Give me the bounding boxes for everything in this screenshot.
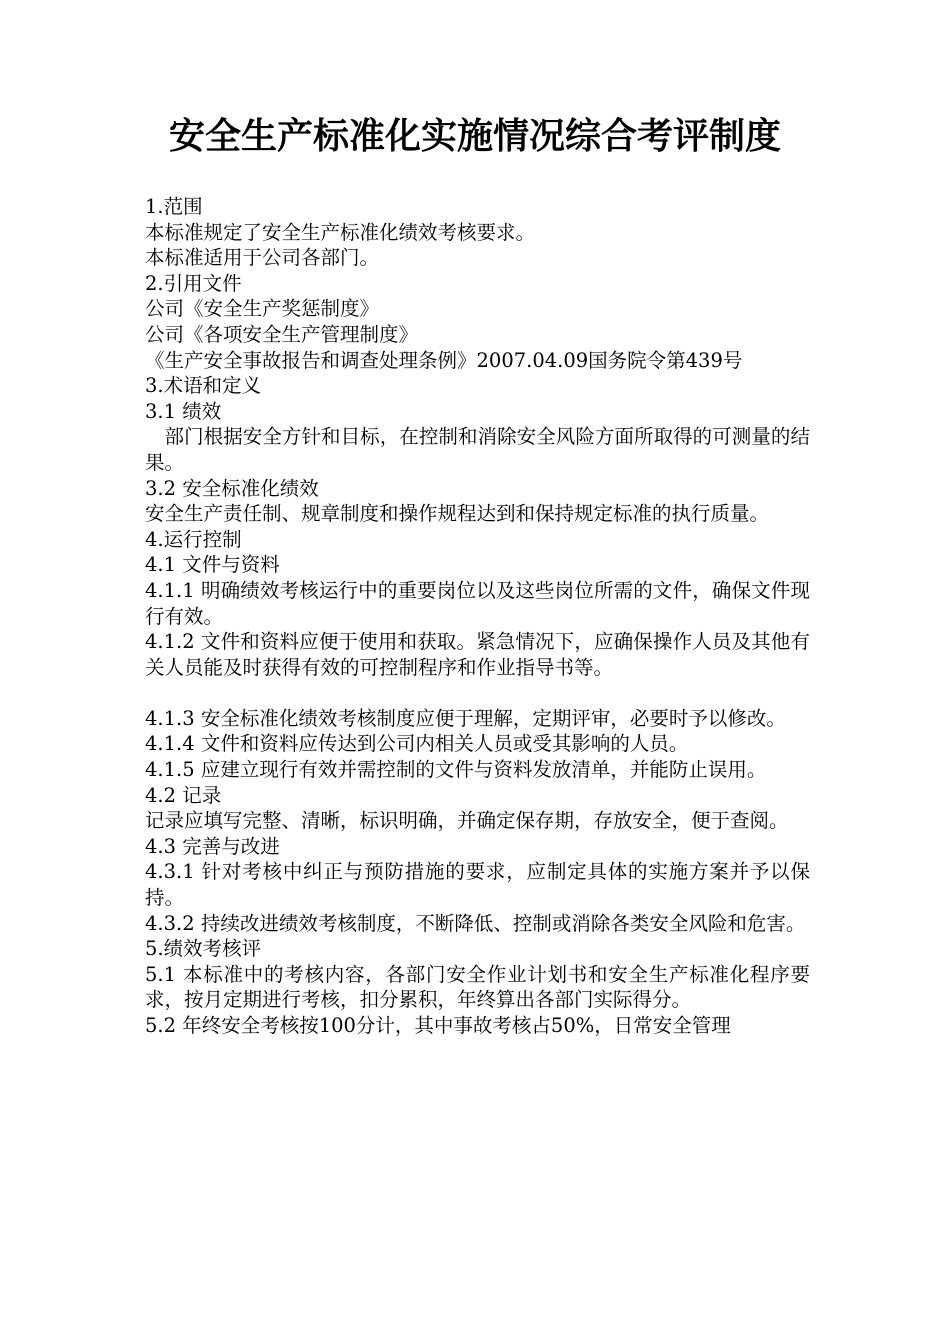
section-heading-operation: 4.运行控制 [145,527,242,551]
paragraph: 记录应填写完整、清晰，标识明确，并确定保存期，存放安全，便于查阅。 [145,809,789,833]
paragraph: 公司《各项安全生产管理制度》 [145,322,419,346]
subsection-heading: 3.2 安全标准化绩效 [145,476,319,500]
section-heading-terms: 3.术语和定义 [145,374,262,398]
paragraph: 本标准适用于公司各部门。 [145,246,380,270]
subsection-heading: 4.3 完善与改进 [145,834,280,858]
paragraph: 部门根据安全方针和目标，在控制和消除安全风险方面所取得的可测量的结果。 [145,425,810,474]
subsection-heading: 3.1 绩效 [145,399,222,423]
paragraph: 5.2 年终安全考核按100分计，其中事故考核占50%，日常安全管理 [145,1014,731,1037]
blank-line [145,680,810,706]
paragraph: 4.1.4 文件和资料应传达到公司内相关人员或受其影响的人员。 [145,732,689,756]
paragraph: 4.1.2 文件和资料应便于使用和获取。紧急情况下，应确保操作人员及其他有关人员能及时获得有效的可控制程序和作业指导书等。 [145,630,810,679]
paragraph: 4.1.3 安全标准化绩效考核制度应便于理解，定期评审，必要时予以修改。 [145,706,786,730]
section-heading-evaluation: 5.绩效考核评 [145,937,262,961]
document-title: 安全生产标准化实施情况综合考评制度 [168,116,781,157]
paragraph: 本标准规定了安全生产标准化绩效考核要求。 [145,220,536,244]
paragraph: 5.1 本标准中的考核内容，各部门安全作业计划书和安全生产标准化程序要求，按月定期进行考核，扣分累积，年终算出各部门实际得分。 [145,962,810,1012]
paragraph: 4.3.1 针对考核中纠正与预防措施的要求，应制定具体的实施方案并予以保持。 [145,860,810,910]
paragraph: 4.1.1 明确绩效考核运行中的重要岗位以及这些岗位所需的文件，确保文件现行有效。 [145,578,810,628]
subsection-heading: 4.1 文件与资料 [145,553,280,577]
paragraph: 公司《安全生产奖惩制度》 [145,297,380,321]
paragraph: 4.1.5 应建立现行有效并需控制的文件与资料发放清单，并能防止误用。 [145,758,767,782]
paragraph: 安全生产责任制、规章制度和操作规程达到和保持规定标准的执行质量。 [145,502,770,526]
document-body [145,194,810,1039]
paragraph: 《生产安全事故报告和调查处理条例》2007.04.09国务院令第439号 [145,348,743,372]
section-heading-scope: 1.范围 [145,195,203,218]
section-heading-references: 2.引用文件 [145,271,242,295]
paragraph: 4.3.2 持续改进绩效考核制度，不断降低、控制或消除各类安全风险和危害。 [145,911,806,935]
subsection-heading: 4.2 记录 [145,783,222,807]
